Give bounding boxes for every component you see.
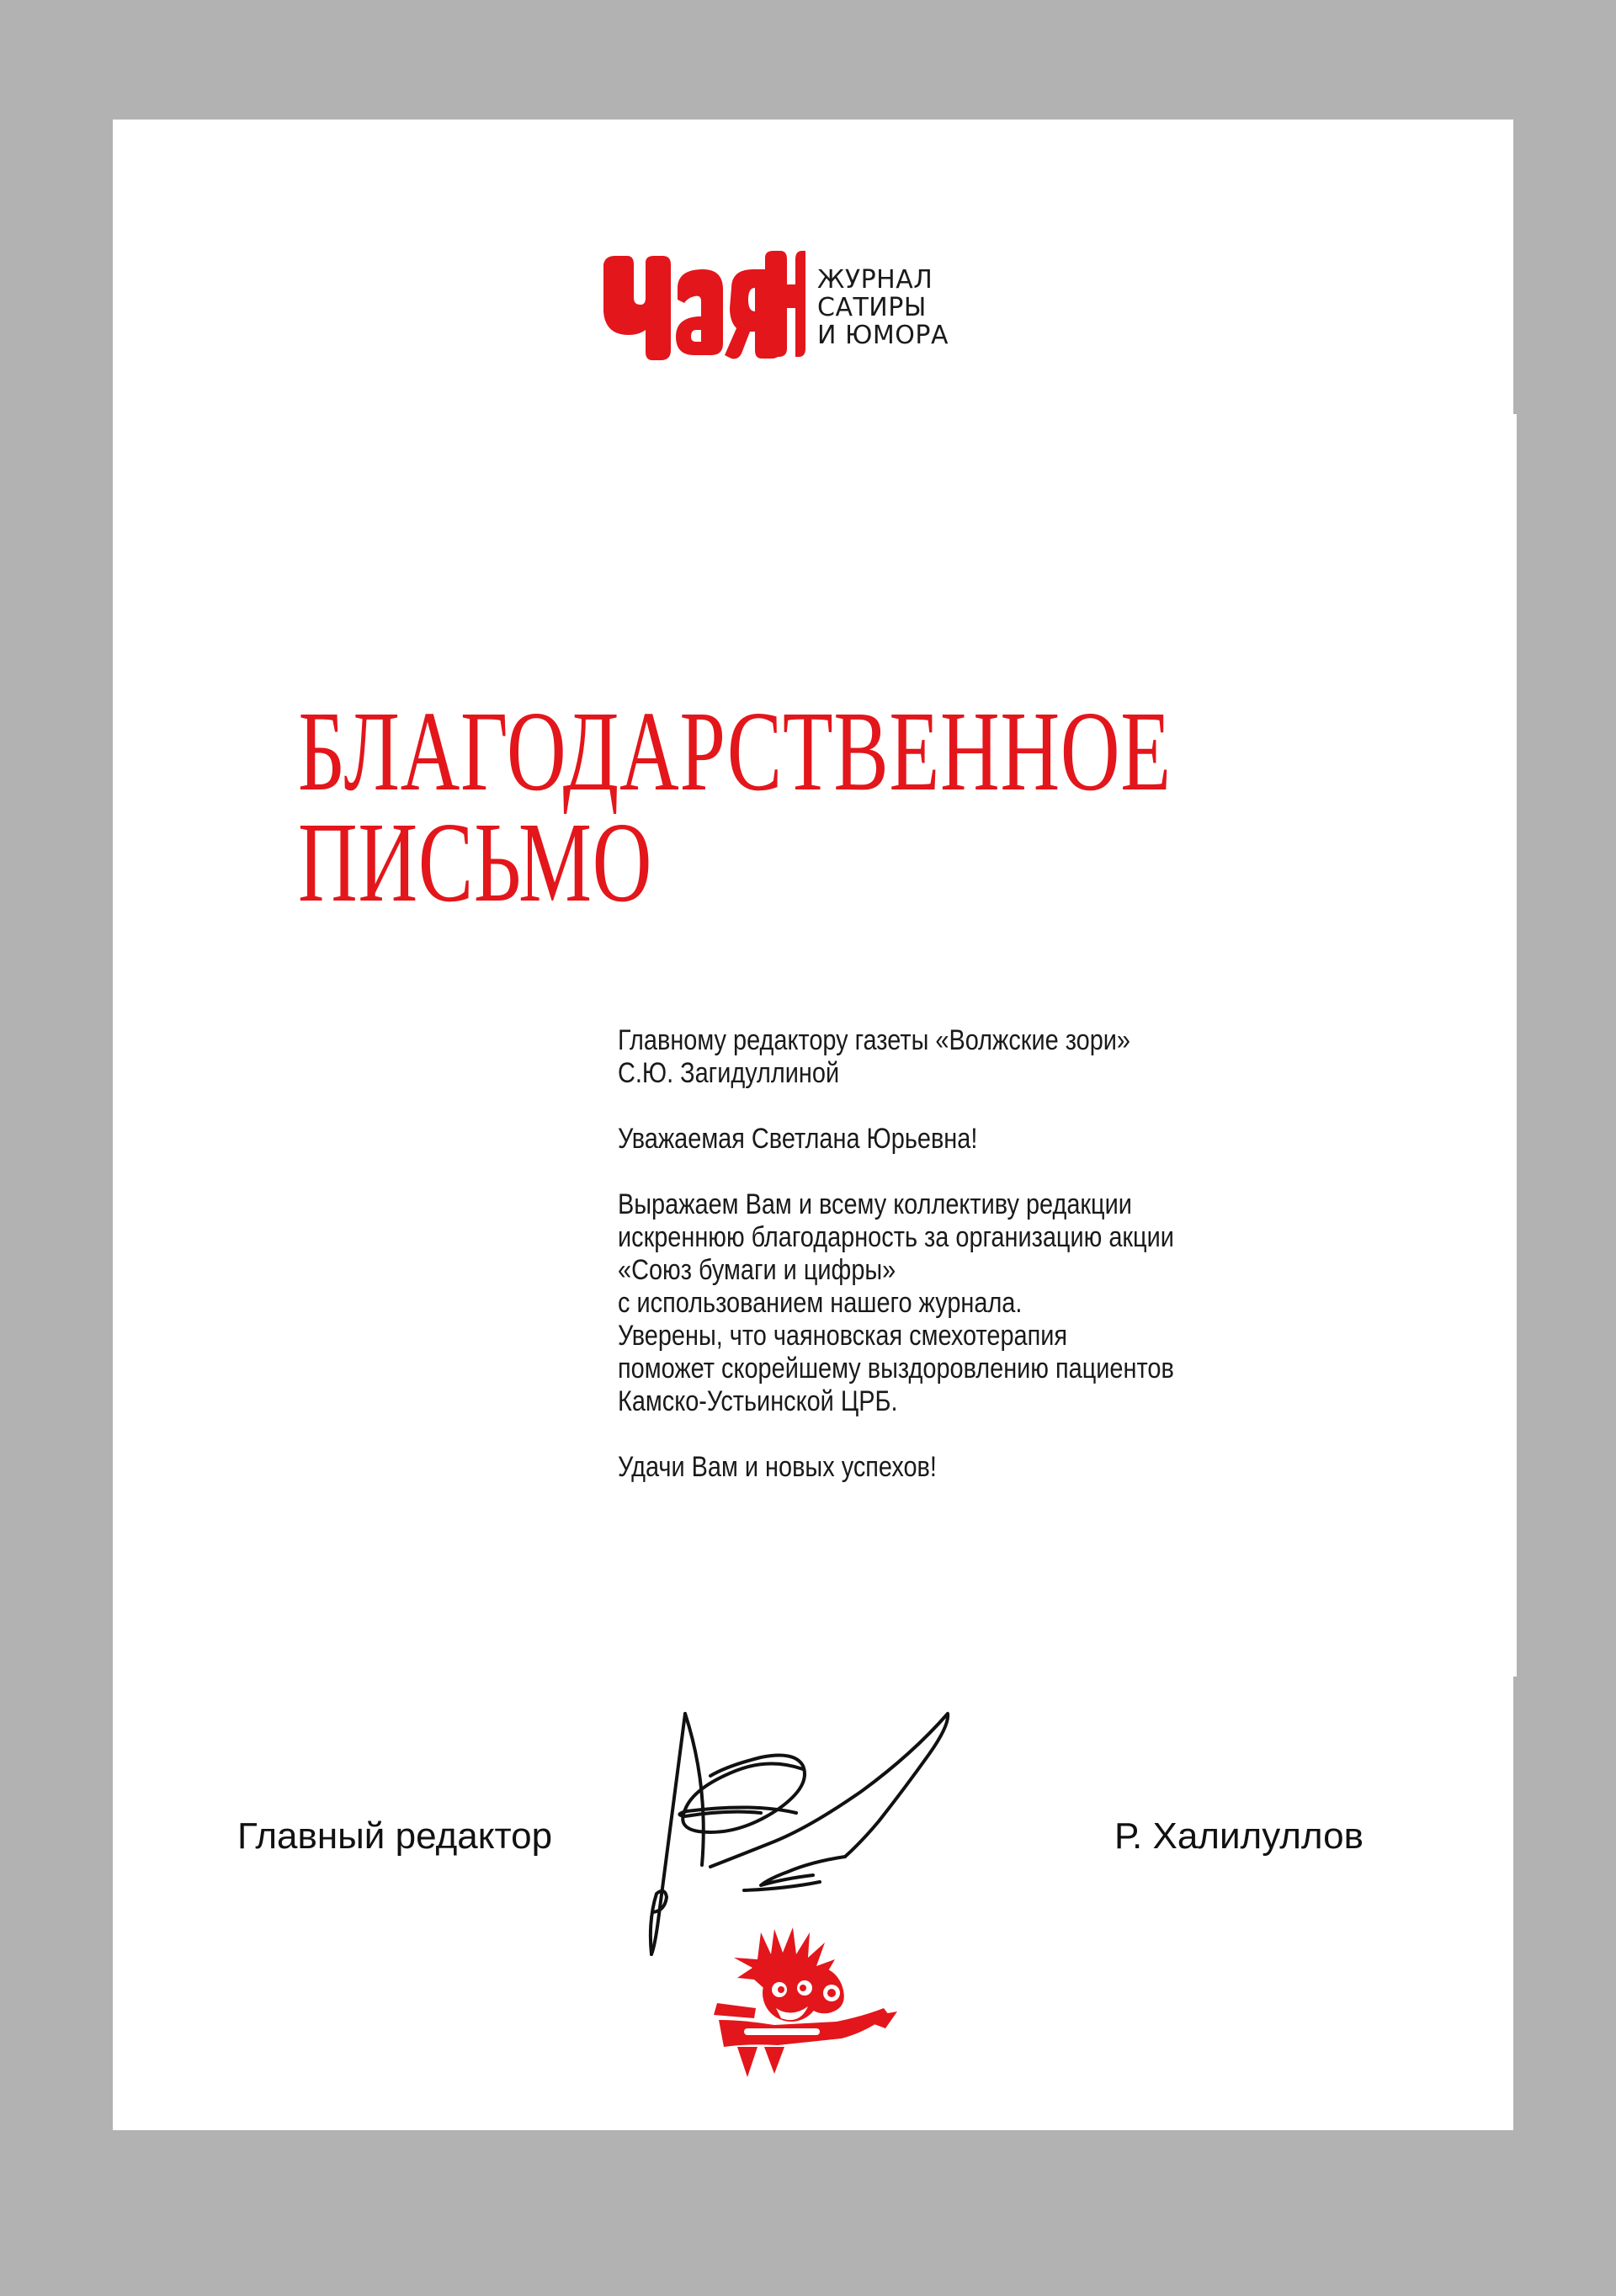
body-line: с использованием нашего журнала. [618, 1287, 1023, 1319]
document-title-line: ПИСЬМО [298, 800, 653, 926]
addressee-line: С.Ю. Загидуллиной [618, 1057, 840, 1089]
signer-name: Р. Халилуллов [1114, 1815, 1364, 1857]
body-line: Выражаем Вам и всему коллективу редакции [618, 1188, 1132, 1220]
closing-line: Удачи Вам и новых успехов! [618, 1451, 937, 1483]
document-title [298, 688, 1172, 926]
magazine-logo [597, 249, 1102, 367]
body-line: Камско-Устьинской ЦРБ. [618, 1385, 898, 1417]
body-line: Уверены, что чаяновская смехотерапия [618, 1320, 1068, 1352]
chayan-mascot-icon [694, 1921, 904, 2089]
document-title-line: БЛАГОДАРСТВЕННОЕ [298, 688, 1172, 815]
logo-tagline-line: ЖУРНАЛ [817, 265, 933, 295]
body-line: искреннюю благодарность за организацию акции [618, 1221, 1174, 1253]
body-line: поможет скорейшему выздоровлению пациентов [618, 1353, 1174, 1385]
logo-tagline-line: И ЮМОРА [817, 321, 949, 350]
signer-role: Главный редактор [237, 1815, 553, 1857]
certificate-page [113, 120, 1513, 2130]
body-line: «Союз бумаги и цифры» [618, 1254, 896, 1286]
greeting: Уважаемая Светлана Юрьевна! [618, 1123, 978, 1155]
letter-text [618, 1024, 1362, 1484]
logo-tagline [817, 266, 949, 349]
addressee-line: Главному редактору газеты «Волжские зори» [618, 1024, 1130, 1056]
chayan-logo-icon [597, 249, 807, 367]
logo-tagline-line: САТИРЫ [817, 293, 927, 322]
page-edge [1513, 414, 1517, 1677]
